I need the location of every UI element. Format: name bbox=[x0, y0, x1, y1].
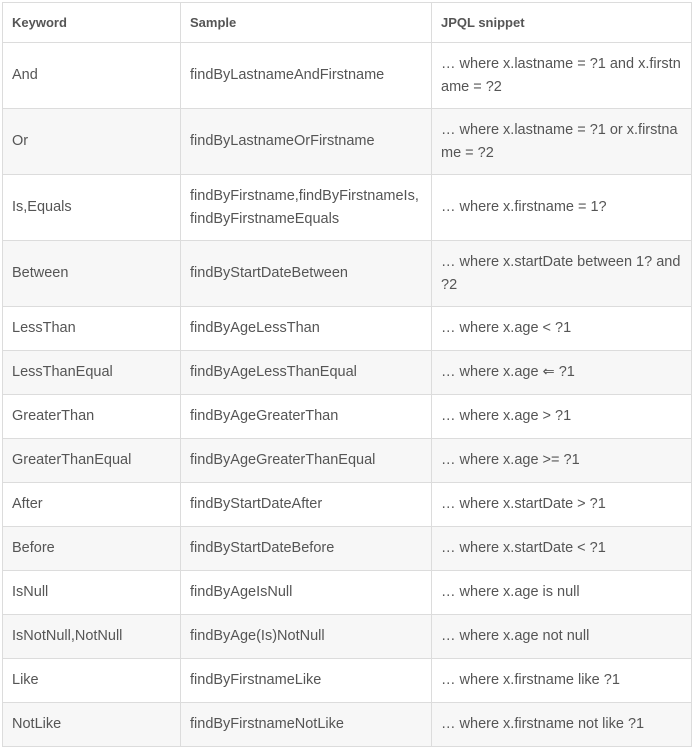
keyword-cell: GreaterThanEqual bbox=[3, 439, 181, 483]
table-row bbox=[3, 703, 692, 747]
keyword-cell: Like bbox=[3, 659, 181, 703]
jpql-cell: … where x.age >= ?1 bbox=[432, 439, 692, 483]
sample-cell: findByAgeLessThanEqual bbox=[181, 351, 432, 395]
keyword-cell: Before bbox=[3, 527, 181, 571]
keyword-cell: GreaterThan bbox=[3, 395, 181, 439]
sample-cell: findByFirstname,findByFirstnameIs,findByFirstnameEquals bbox=[181, 175, 432, 241]
table-row bbox=[3, 395, 692, 439]
jpql-cell: … where x.age < ?1 bbox=[432, 307, 692, 351]
jpql-cell: … where x.firstname not like ?1 bbox=[432, 703, 692, 747]
keyword-cell: Is,Equals bbox=[3, 175, 181, 241]
header-jpql-snippet: JPQL snippet bbox=[432, 3, 692, 43]
table-row bbox=[3, 307, 692, 351]
keyword-cell: LessThan bbox=[3, 307, 181, 351]
table-row bbox=[3, 439, 692, 483]
sample-cell: findByStartDateBefore bbox=[181, 527, 432, 571]
keyword-cell: IsNotNull,NotNull bbox=[3, 615, 181, 659]
sample-cell: findByAgeGreaterThan bbox=[181, 395, 432, 439]
jpql-cell: … where x.age > ?1 bbox=[432, 395, 692, 439]
jpql-cell: … where x.age not null bbox=[432, 615, 692, 659]
table-row bbox=[3, 351, 692, 395]
table-row bbox=[3, 527, 692, 571]
sample-cell: findByAge(Is)NotNull bbox=[181, 615, 432, 659]
keyword-cell: And bbox=[3, 43, 181, 109]
table-row bbox=[3, 571, 692, 615]
jpql-cell: … where x.lastname = ?1 and x.firstname = ?2 bbox=[432, 43, 692, 109]
table-row bbox=[3, 109, 692, 175]
jpql-cell: … where x.startDate < ?1 bbox=[432, 527, 692, 571]
keywords-table-container bbox=[2, 2, 691, 747]
sample-cell: findByAgeLessThan bbox=[181, 307, 432, 351]
sample-cell: findByStartDateAfter bbox=[181, 483, 432, 527]
sample-cell: findByLastnameOrFirstname bbox=[181, 109, 432, 175]
table-row bbox=[3, 483, 692, 527]
keyword-cell: Between bbox=[3, 241, 181, 307]
jpql-cell: … where x.firstname like ?1 bbox=[432, 659, 692, 703]
table-row bbox=[3, 659, 692, 703]
table-row bbox=[3, 615, 692, 659]
sample-cell: findByAgeIsNull bbox=[181, 571, 432, 615]
sample-cell: findByFirstnameLike bbox=[181, 659, 432, 703]
jpql-cell: … where x.age is null bbox=[432, 571, 692, 615]
jpql-cell: … where x.age ⇐ ?1 bbox=[432, 351, 692, 395]
keyword-cell: LessThanEqual bbox=[3, 351, 181, 395]
sample-cell: findByLastnameAndFirstname bbox=[181, 43, 432, 109]
table-row bbox=[3, 175, 692, 241]
header-sample: Sample bbox=[181, 3, 432, 43]
table-row bbox=[3, 241, 692, 307]
table-row bbox=[3, 43, 692, 109]
sample-cell: findByFirstnameNotLike bbox=[181, 703, 432, 747]
table-header-row bbox=[3, 3, 692, 43]
jpql-cell: … where x.lastname = ?1 or x.firstname = ?2 bbox=[432, 109, 692, 175]
jpql-cell: … where x.firstname = 1? bbox=[432, 175, 692, 241]
jpql-cell: … where x.startDate > ?1 bbox=[432, 483, 692, 527]
header-keyword: Keyword bbox=[3, 3, 181, 43]
sample-cell: findByAgeGreaterThanEqual bbox=[181, 439, 432, 483]
jpql-cell: … where x.startDate between 1? and ?2 bbox=[432, 241, 692, 307]
keyword-cell: Or bbox=[3, 109, 181, 175]
keyword-cell: After bbox=[3, 483, 181, 527]
keyword-cell: IsNull bbox=[3, 571, 181, 615]
keyword-cell: NotLike bbox=[3, 703, 181, 747]
sample-cell: findByStartDateBetween bbox=[181, 241, 432, 307]
query-keywords-table bbox=[2, 2, 692, 747]
